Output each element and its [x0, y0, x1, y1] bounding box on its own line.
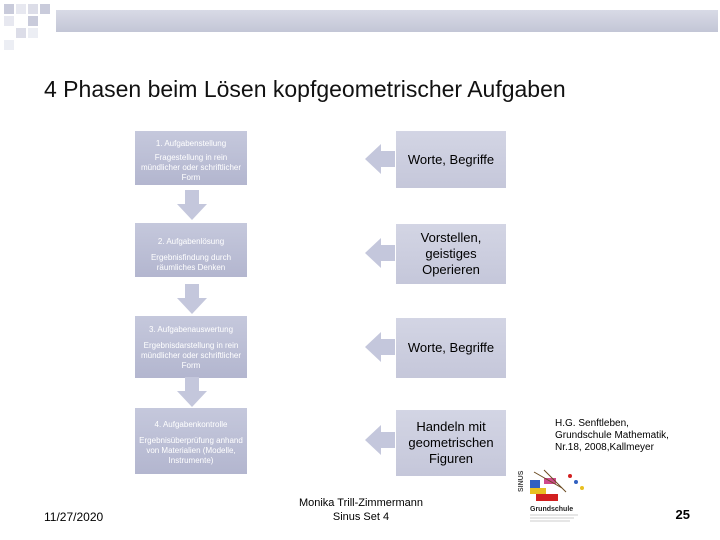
deco-square [4, 16, 14, 26]
down-arrow-icon [177, 190, 207, 220]
header-bar [56, 10, 718, 32]
down-arrow-icon [177, 377, 207, 407]
phase-description: Ergebnisüberprüfung anhand von Materialien (Modelle, Instrumente) [139, 436, 243, 465]
author-set: Sinus Set 4 [332, 511, 390, 523]
left-arrow-icon [365, 238, 395, 268]
reference-line: Grundschule Mathematik, [555, 430, 669, 441]
note-box-3 [396, 318, 506, 378]
phase-heading: 3. Aufgabenauswertung [148, 325, 234, 334]
note-box-4 [396, 410, 506, 476]
deco-square [28, 4, 38, 14]
reference-citation [555, 418, 705, 454]
reference-line: Nr.18, 2008,Kallmeyer [555, 442, 654, 453]
slide-date: 11/27/2020 [44, 510, 104, 524]
sinus-grundschule-logo [514, 466, 594, 526]
deco-square [16, 28, 26, 38]
phase-heading: 4. Aufgabenkontrolle [154, 420, 228, 429]
svg-text:Grundschule: Grundschule [530, 506, 574, 513]
phase-box-3 [135, 316, 247, 378]
note-text: Worte, Begriffe [407, 151, 495, 167]
phase-description: Fragestellung in rein mündlicher oder schriftlicher Form [140, 153, 242, 182]
phase-heading: 2. Aufgabenlösung [157, 237, 225, 246]
phase-box-1 [135, 131, 247, 185]
phase-box-4 [135, 408, 247, 474]
note-text: Worte, Begriffe [407, 340, 495, 355]
slide-author [286, 496, 436, 524]
left-arrow-icon [365, 144, 395, 174]
deco-square [28, 16, 38, 26]
phase-description: Ergebnisdarstellung in rein mündlicher oder schriftlicher Form [140, 341, 242, 370]
slide-title: 4 Phasen beim Lösen kopfgeometrischer Aufgaben [44, 76, 566, 102]
svg-text:SINUS: SINUS [518, 470, 525, 492]
phase-description: Ergebnisfindung durch räumliches Denken [150, 253, 232, 272]
author-name: Monika Trill-Zimmermann [298, 497, 424, 509]
left-arrow-icon [365, 332, 395, 362]
note-text: Vorstellen, geistiges Operieren [420, 230, 482, 277]
down-arrow-icon [177, 284, 207, 314]
phase-box-2 [135, 223, 247, 277]
deco-square [4, 4, 14, 14]
note-box-1 [396, 131, 506, 188]
note-text: Handeln mit geometrischen Figuren [408, 419, 494, 466]
deco-square [40, 4, 50, 14]
deco-square [4, 40, 14, 50]
note-box-2 [396, 224, 506, 284]
page-number: 25 [675, 507, 690, 522]
reference-line: H.G. Senftleben, [555, 418, 629, 429]
deco-square [28, 28, 38, 38]
left-arrow-icon [365, 425, 395, 455]
deco-square [16, 4, 26, 14]
phase-heading: 1. Aufgabenstellung [155, 139, 227, 148]
